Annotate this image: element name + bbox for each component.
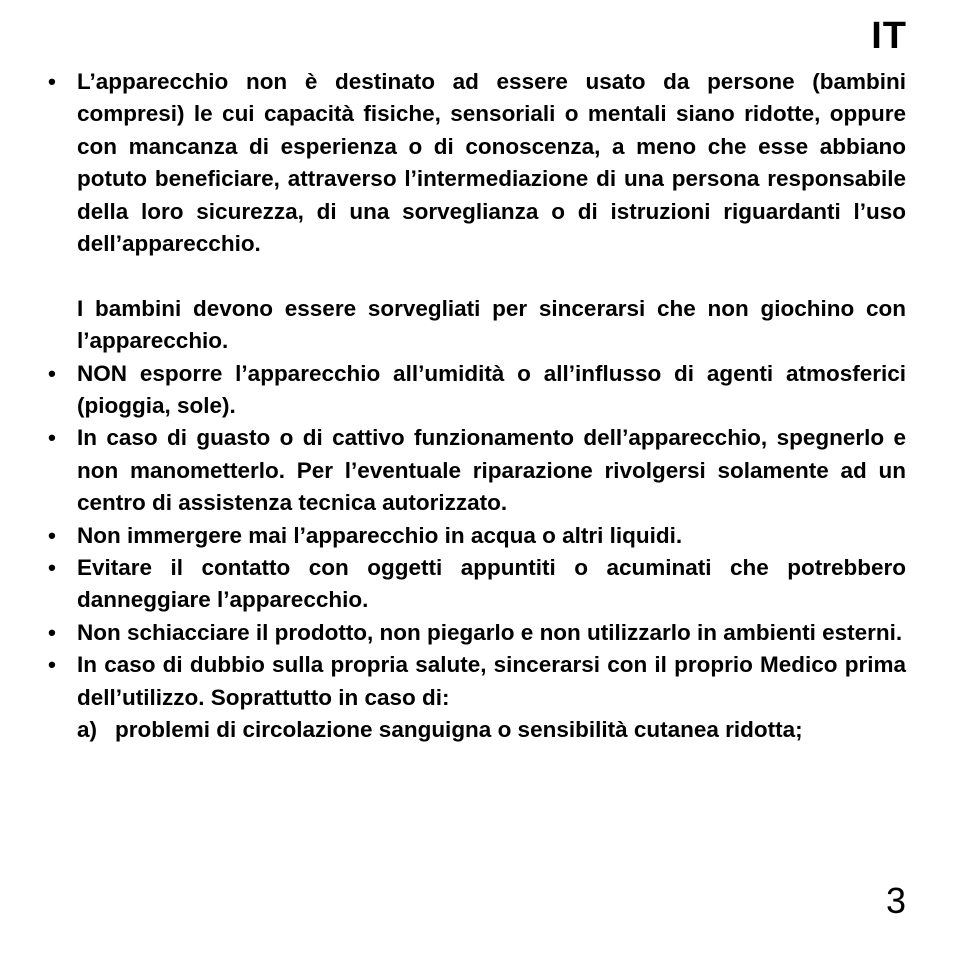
list-item	[47, 422, 906, 519]
item-text: Non immergere mai l’apparecchio in acqua o altri liquidi.	[77, 522, 683, 548]
item-text: NON esporre l’apparecchio all’umidità o all’influsso di agenti atmosferici (pioggia, sole).	[77, 360, 906, 419]
bullet-icon: •	[48, 360, 56, 386]
list-item	[47, 520, 906, 552]
bullet-icon: •	[48, 425, 56, 451]
bullet-icon: •	[48, 652, 56, 678]
list-item	[47, 66, 906, 358]
list-item	[47, 552, 906, 617]
bullet-icon: •	[48, 555, 56, 581]
item-paragraph: I bambini devono essere sorvegliati per sincerarsi che non giochino con l’apparecchio.	[77, 295, 906, 354]
sub-item-text: problemi di circolazione sanguigna o sensibilità cutanea ridotta;	[115, 717, 803, 743]
item-text: In caso di dubbio sulla propria salute, sincerarsi con il proprio Medico prima dell’utilizzo. Soprattutto in caso di:	[77, 652, 906, 710]
item-paragraph: L’apparecchio non è destinato ad essere usato da persone (bambini compresi) le cui capacità fisiche, sensoriali o mentali siano ridotte, oppure con mancanza di esperienza o di conoscenza, a meno che esse abbiano potuto beneficiare, attraverso l’intermediazione di una persona responsabile della loro sicurezza, di una sorveglianza o di istruzioni riguardanti l’uso dell’apparecchio.	[77, 69, 906, 257]
safety-instructions	[47, 66, 906, 747]
bullet-icon: •	[48, 522, 56, 548]
sub-item	[77, 714, 906, 746]
list-item	[47, 649, 906, 746]
list-item	[47, 358, 906, 423]
item-text: In caso di guasto o di cattivo funzionamento dell’apparecchio, spegnerlo e non manometterlo. Per l’eventuale riparazione rivolgersi solamente ad un centro di assistenza tecnica autorizzato.	[77, 425, 906, 516]
bullet-icon: •	[48, 619, 56, 645]
bullet-icon: •	[48, 69, 56, 94]
list-item	[47, 617, 906, 649]
bullet-list	[47, 66, 906, 747]
item-text: Non schiacciare il prodotto, non piegarlo e non utilizzarlo in ambienti esterni.	[77, 619, 903, 645]
page-number: 3	[885, 880, 906, 921]
language-code: IT	[871, 15, 907, 57]
item-text: Evitare il contatto con oggetti appuntiti o acuminati che potrebbero danneggiare l’apparecchio.	[77, 555, 906, 613]
sub-item-marker: a)	[77, 717, 98, 743]
